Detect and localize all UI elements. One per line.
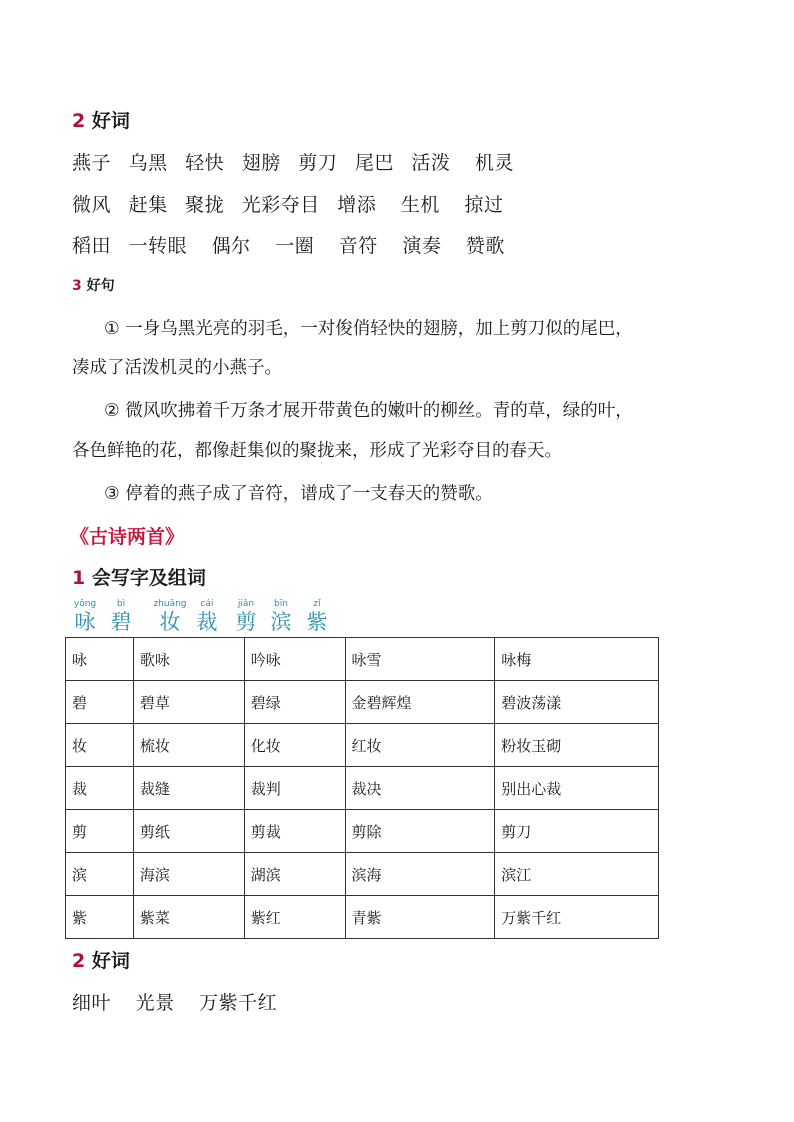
table-cell: 妆 [66,724,134,767]
pinyin-char [108,598,134,634]
table-cell: 粉妆玉砌 [495,724,659,767]
pinyin: zǐ [313,599,321,609]
table-cell: 金碧辉煌 [345,681,495,724]
pinyin-char [268,598,294,634]
table-cell: 裁决 [345,767,495,810]
heading-number: 3 [72,278,82,294]
word: 细叶 [72,992,112,1014]
sentence-2-line-2: 各色鲜艳的花，都像赶集似的聚拢来，形成了光彩夺目的春天。 [72,441,562,461]
table-cell: 裁缝 [133,767,244,810]
pinyin: bì [116,599,126,609]
table-cell: 红妆 [345,724,495,767]
table-row [66,681,659,724]
word: 增添 [337,194,377,216]
table-cell: 万紫千红 [495,896,659,939]
hanzi: 剪 [235,610,257,634]
table-cell: 湖滨 [244,853,345,896]
word: 偶尔 [211,235,251,257]
table-cell: 咏 [66,638,134,681]
table-cell: 裁判 [244,767,345,810]
heading-number: 1 [72,567,86,589]
word: 光景 [135,992,175,1014]
table-cell: 滨海 [345,853,495,896]
word: 燕子 [72,152,112,174]
sentence-1-line-2: 凑成了活泼机灵的小燕子。 [72,358,282,378]
pinyin: zhuāng [153,599,187,609]
word: 微风 [72,194,112,216]
sentence-2-line-1: ② 微风吹拂着千万条才展开带黄色的嫩叶的柳丝。青的草，绿的叶， [104,401,633,421]
table-cell: 紫菜 [133,896,244,939]
table-cell: 海滨 [133,853,244,896]
table-row [66,810,659,853]
word: 稻田 [72,235,112,257]
section-heading-good-words [72,106,130,133]
pinyin-char [72,598,98,634]
word: 光彩夺目 [241,194,320,216]
pinyin-char [233,598,259,634]
table-row [66,853,659,896]
table-cell: 咏雪 [345,638,495,681]
heading-number: 2 [72,110,86,132]
poem-title: 《古诗两首》 [70,526,185,548]
table-cell: 碧波荡漾 [495,681,659,724]
pinyin-char [304,598,330,634]
table-cell: 吟咏 [244,638,345,681]
word: 掠过 [464,194,504,216]
heading-text: 好句 [86,278,115,294]
table-cell: 紫红 [244,896,345,939]
pinyin-char [150,598,190,634]
table-row [66,724,659,767]
sentence-3-line-1: ③ 停着的燕子成了音符，谱成了一支春天的赞歌。 [104,484,493,504]
table-cell: 碧 [66,681,134,724]
table-cell: 梳妆 [133,724,244,767]
table-cell: 紫 [66,896,134,939]
table-cell: 剪除 [345,810,495,853]
table-cell: 剪裁 [244,810,345,853]
heading-number: 2 [72,950,86,972]
word: 万紫千红 [199,992,278,1014]
section-heading-writing-chars [72,563,206,590]
pinyin: jiǎn [237,599,255,609]
word: 乌黑 [128,152,168,174]
table-cell: 歌咏 [133,638,244,681]
table-cell: 剪纸 [133,810,244,853]
table-cell: 滨 [66,853,134,896]
table-cell: 别出心裁 [495,767,659,810]
table-row [66,896,659,939]
pinyin-char [194,598,220,634]
word: 赞歌 [465,235,505,257]
table-cell: 剪刀 [495,810,659,853]
table-row [66,767,659,810]
section-heading-good-words-2 [72,946,130,973]
word-row-2 [72,190,514,217]
heading-text: 好词 [91,110,130,132]
pinyin: yǒng [73,599,97,609]
sentence-1-line-1: ① 一身乌黑光亮的羽毛，一对俊俏轻快的翅膀，加上剪刀似的尾巴， [104,319,633,339]
hanzi: 滨 [270,610,292,634]
word: 一圈 [275,235,315,257]
table-cell: 滨江 [495,853,659,896]
table-cell: 剪 [66,810,134,853]
word: 翅膀 [241,152,281,174]
heading-text: 会写字及组词 [91,567,206,589]
table-row [66,638,659,681]
word-row-poem [72,988,288,1015]
word: 演奏 [402,235,442,257]
pinyin: bīn [274,599,288,609]
hanzi: 碧 [110,610,132,634]
word: 剪刀 [298,152,338,174]
hanzi: 紫 [306,610,328,634]
word-row-3 [72,231,516,258]
word: 活泼 [411,152,451,174]
hanzi: 裁 [196,610,218,634]
word: 赶集 [128,194,168,216]
word-row-1 [72,148,525,175]
table-cell: 化妆 [244,724,345,767]
table-cell: 裁 [66,767,134,810]
table-cell: 青紫 [345,896,495,939]
heading-text: 好词 [91,950,130,972]
word: 聚拢 [185,194,225,216]
word: 尾巴 [354,152,394,174]
vocabulary-table [65,637,659,939]
table-cell: 咏梅 [495,638,659,681]
section-heading-good-sentences [72,275,115,295]
table-cell: 碧草 [133,681,244,724]
pinyin: cái [200,599,214,609]
word: 一转眼 [128,235,188,257]
table-cell: 碧绿 [244,681,345,724]
word: 轻快 [185,152,225,174]
word: 音符 [338,235,378,257]
hanzi: 咏 [74,610,96,634]
word: 生机 [400,194,440,216]
hanzi: 妆 [159,610,181,634]
word: 机灵 [474,152,514,174]
